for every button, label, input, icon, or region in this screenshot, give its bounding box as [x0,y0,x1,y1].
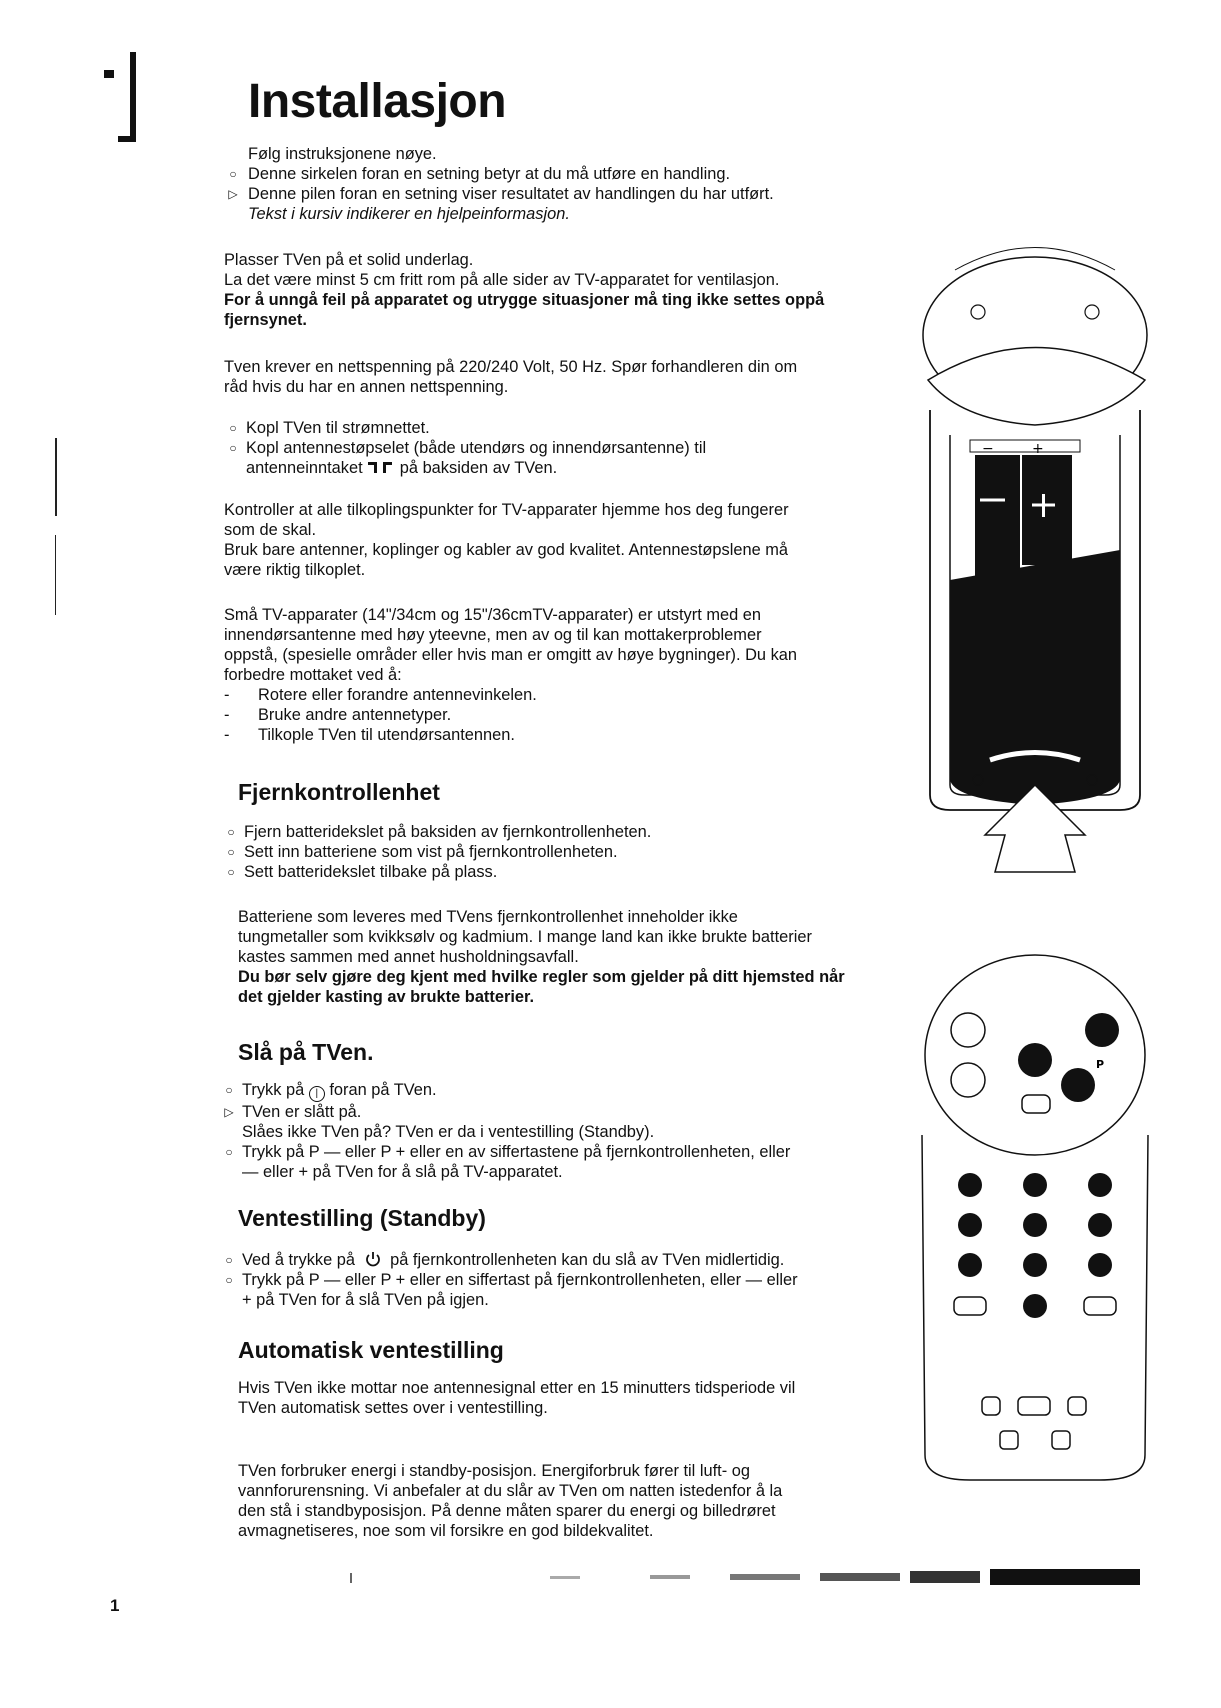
circle-bullet-icon: ○ [229,441,237,455]
switch-on-steps [220,1080,790,1182]
list-item: ○ Trykk på | foran på TVen. [220,1080,790,1102]
arrow-bullet-icon: ▷ [224,1105,234,1119]
intro-line: ○ Denne sirkelen foran en setning betyr at du må utføre en handling. [224,164,774,184]
p-label: P [1096,1058,1105,1071]
list-item: ▷ TVen er slått på. [220,1102,790,1122]
circle-bullet-icon: ○ [227,845,235,859]
list-item: Slåes ikke TVen på? TVen er da i ventestilling (Standby). [242,1123,655,1141]
circle-bullet-icon: ○ [225,1253,233,1267]
corner-mark [104,52,140,152]
battery-minus-label: − [982,441,994,457]
intro-line: Følg instruksjonene nøye. [248,145,437,163]
list-item: antenneinntaket på baksiden av TVen. [246,459,558,477]
margin-rule [55,535,56,615]
list-item: ○ Kopl antennestøpselet (både utendørs og innendørsantenne) til [224,438,706,458]
dash-item: - Bruke andre antennetyper. [224,706,452,724]
list-item: — eller + på TVen for å slå på TV-apparatet. [242,1163,563,1181]
remote-front-illustration [910,935,1160,1530]
standby-steps [220,1250,798,1310]
antenna-socket-icon [367,460,395,474]
list-item: ○ Fjern batteridekslet på baksiden av fjernkontrollenheten. [222,822,651,842]
remote-battery-illustration [910,240,1160,880]
connect-block [224,418,706,478]
circle-bullet-icon: ○ [229,421,237,435]
dash-item: - Tilkople TVen til utendørsantennen. [224,726,515,744]
circle-bullet-icon: ○ [227,825,235,839]
list-item: ○ Trykk på P — eller P + eller en siffertast på fjernkontrollenheten, eller — eller [220,1270,798,1290]
auto-paragraph: Hvis TVen ikke mottar noe antennesignal etter en 15 minutters tidsperiode vil TVen automatisk settes over i ventestilling. [238,1379,796,1417]
list-item: ○ Trykk på P — eller P + eller en av siffertastene på fjernkontrollenheten, eller [220,1142,790,1162]
circle-bullet-icon: ○ [225,1083,233,1097]
dash-item: - Rotere eller forandre antennevinkelen. [224,686,537,704]
section-heading-switch-on: Slå på TVen. [238,1039,374,1065]
energy-paragraph: TVen forbruker energi i standby-posisjon. Energiforbruk fører til luft- og vannforurensning. Vi anbefaler at du slår av TVen om natten istedenfor å la den stå i standbyposisjon. På denne måten sparer du energi og billedrøret avmagnetiseres, noe som vil forsikre en god bildekvalitet. [238,1462,783,1540]
list-item: ○ Sett batteridekslet tilbake på plass. [222,862,651,882]
arrow-bullet-icon: ▷ [228,187,238,201]
page-number: 1 [110,1596,120,1615]
section-heading-auto-standby: Automatisk ventestilling [238,1337,504,1363]
remote-steps [222,822,651,882]
intro-block [224,144,774,224]
page-title: Installasjon [248,75,507,128]
circle-bullet-icon: ○ [229,167,237,181]
circle-bullet-icon: ○ [227,865,235,879]
standby-icon [364,1250,382,1268]
intro-line: ▷ Denne pilen foran en setning viser resultatet av handlingen du har utført. [224,184,774,204]
battery-plus-label: + [1032,441,1044,457]
battery-paragraph: Batteriene som leveres med TVens fjernkontrollenhet inneholder ikke tungmetaller som kvikksølv og kadmium. I mange land kan ikke brukte batterier kastes sammen med annet husholdningsavfall. Du bør selv gjøre deg kjent med hvilke regler som gjelder på ditt hjemsted når det gjelder kasting av brukte batterier. [238,908,845,1006]
circle-bullet-icon: ○ [225,1273,233,1287]
section-heading-standby: Ventestilling (Standby) [238,1205,486,1231]
circle-bullet-icon: ○ [225,1145,233,1159]
list-item: ○ Kopl TVen til strømnettet. [224,418,706,438]
section-heading-remote: Fjernkontrollenhet [238,779,440,805]
power-paragraph: Tven krever en nettspenning på 220/240 Volt, 50 Hz. Spør forhandleren din om råd hvis du har en annen nettspenning. [224,358,798,396]
number-keypad [954,1173,1116,1318]
list-item: ○ Sett inn batteriene som vist på fjernkontrollenheten. [222,842,651,862]
power-switch-icon: | [309,1086,325,1102]
check-paragraph: Kontroller at alle tilkoplingspunkter for TV-apparater hjemme hos deg fungerer som de skal. Bruk bare antenner, koplinger og kabler av god kvalitet. Antennestøpslene må være riktig tilkoplet. [224,501,789,579]
intro-line: Tekst i kursiv indikerer en hjelpeinformasjon. [248,205,570,223]
scan-noise [350,1565,1140,1589]
placement-paragraph: Plasser TVen på et solid underlag. La det være minst 5 cm fritt rom på alle sider av TV-apparatet for ventilasjon. For å unngå feil på apparatet og utrygge situasjoner må ting ikke settes oppå fjernsynet. [224,251,825,329]
list-item: + på TVen for å slå TVen på igjen. [242,1291,489,1309]
margin-rule [55,438,57,516]
list-item: ○ Ved å trykke på på fjernkontrollenheten kan du slå av TVen midlertidig. [220,1250,798,1270]
small-tv-paragraph: Små TV-apparater (14"/34cm og 15"/36cmTV-apparater) er utstyrt med en innendørsantenne med høy yteevne, men av og til kan mottakerproblemer oppstå, (spesielle områder eller hvis man er omgitt av høye bygninger). Du kan forbedre mottaket ved å: - Rotere eller forandre antennevinkelen. - Bruke andre antennetyper. - Tilkople TVen til utendørsantennen. [224,605,924,745]
